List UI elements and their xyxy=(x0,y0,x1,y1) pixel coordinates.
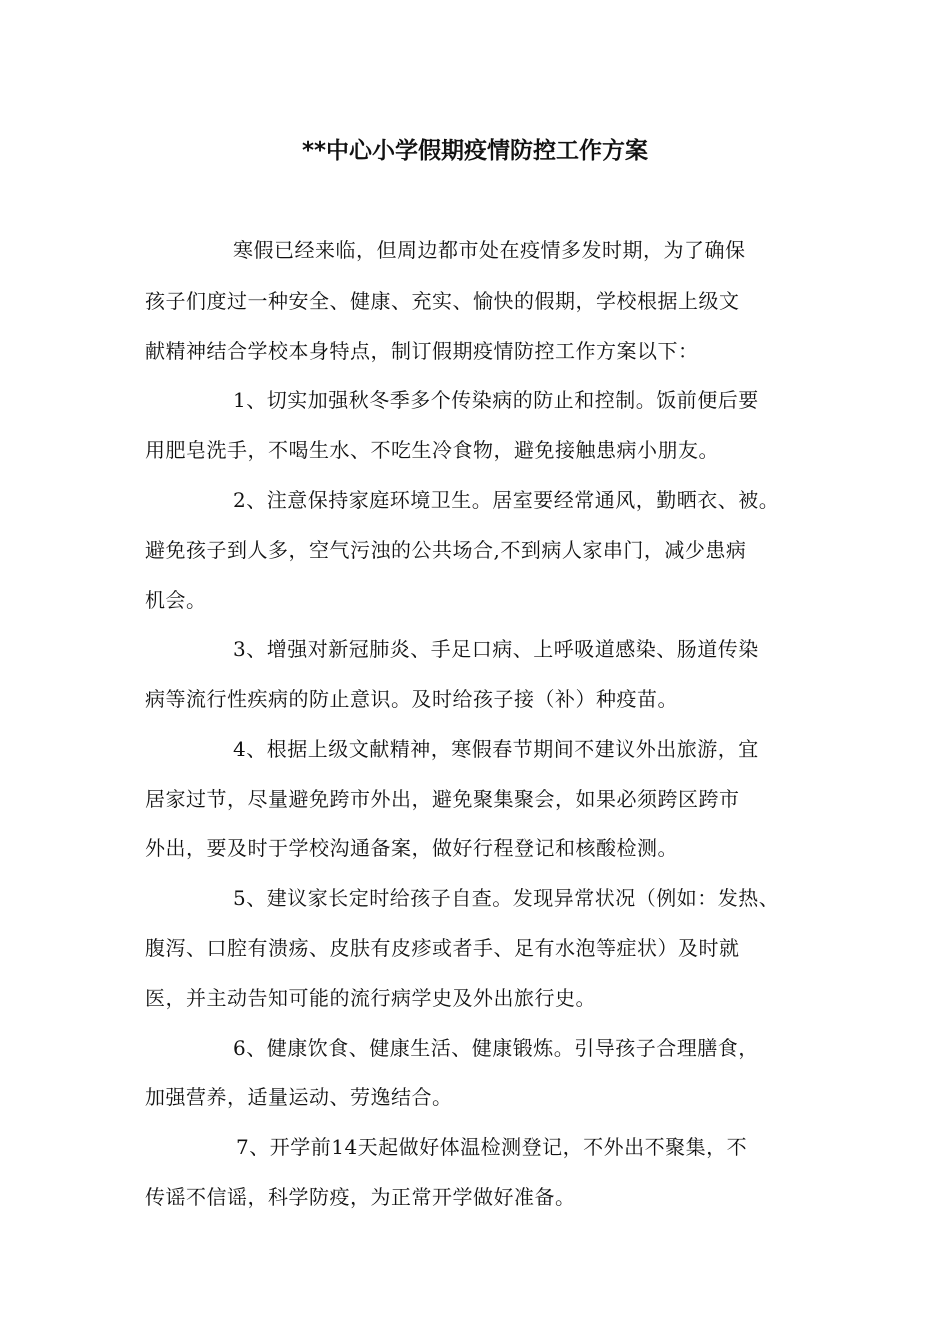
paragraph-line: 医，并主动告知可能的流行病学史及外出旅行史。 xyxy=(145,986,596,1010)
document-title: **中心小学假期疫情防控工作方案 xyxy=(301,138,649,164)
paragraph-line: 5、建议家长定时给孩子自查。发现异常状况（例如：发热、 xyxy=(233,886,780,910)
paragraph-line: 献精神结合学校本身特点，制订假期疫情防控工作方案以下： xyxy=(145,339,699,363)
paragraph-line: 外出，要及时于学校沟通备案，做好行程登记和核酸检测。 xyxy=(145,836,678,860)
paragraph-line: 用肥皂洗手，不喝生水、不吃生冷食物，避免接触患病小朋友。 xyxy=(145,438,719,462)
paragraph-line: 居家过节，尽量避免跨市外出，避免聚集聚会，如果必须跨区跨市 xyxy=(145,787,740,811)
paragraph-line: 1、切实加强秋冬季多个传染病的防止和控制。饭前便后要 xyxy=(233,388,759,412)
paragraph-line: 2、注意保持家庭环境卫生。居室要经常通风，勤晒衣、被。 xyxy=(233,488,780,512)
paragraph-line: 寒假已经来临，但周边都市处在疫情多发时期，为了确保 xyxy=(233,238,746,262)
paragraph-line: 病等流行性疾病的防止意识。及时给孩子接（补）种疫苗。 xyxy=(145,687,678,711)
paragraph-line: 孩子们度过一种安全、健康、充实、愉快的假期，学校根据上级文 xyxy=(145,289,740,313)
paragraph-line: 腹泻、口腔有溃疡、皮肤有皮疹或者手、足有水泡等症状）及时就 xyxy=(145,936,740,960)
paragraph-line: 4、根据上级文献精神，寒假春节期间不建议外出旅游，宜 xyxy=(233,737,759,761)
paragraph-line: 3、增强对新冠肺炎、手足口病、上呼吸道感染、肠道传染 xyxy=(233,637,759,661)
paragraph-line: 传谣不信谣，科学防疫，为正常开学做好准备。 xyxy=(145,1185,576,1209)
paragraph-line: 6、健康饮食、健康生活、健康锻炼。引导孩子合理膳食， xyxy=(233,1036,759,1060)
paragraph-line: 7、开学前14天起做好体温检测登记，不外出不聚集，不 xyxy=(236,1135,748,1159)
paragraph-line: 加强营养，适量运动、劳逸结合。 xyxy=(145,1085,453,1109)
paragraph-line: 机会。 xyxy=(145,588,207,612)
paragraph-line: 避免孩子到人多，空气污浊的公共场合,不到病人家串门，减少患病 xyxy=(145,538,747,562)
